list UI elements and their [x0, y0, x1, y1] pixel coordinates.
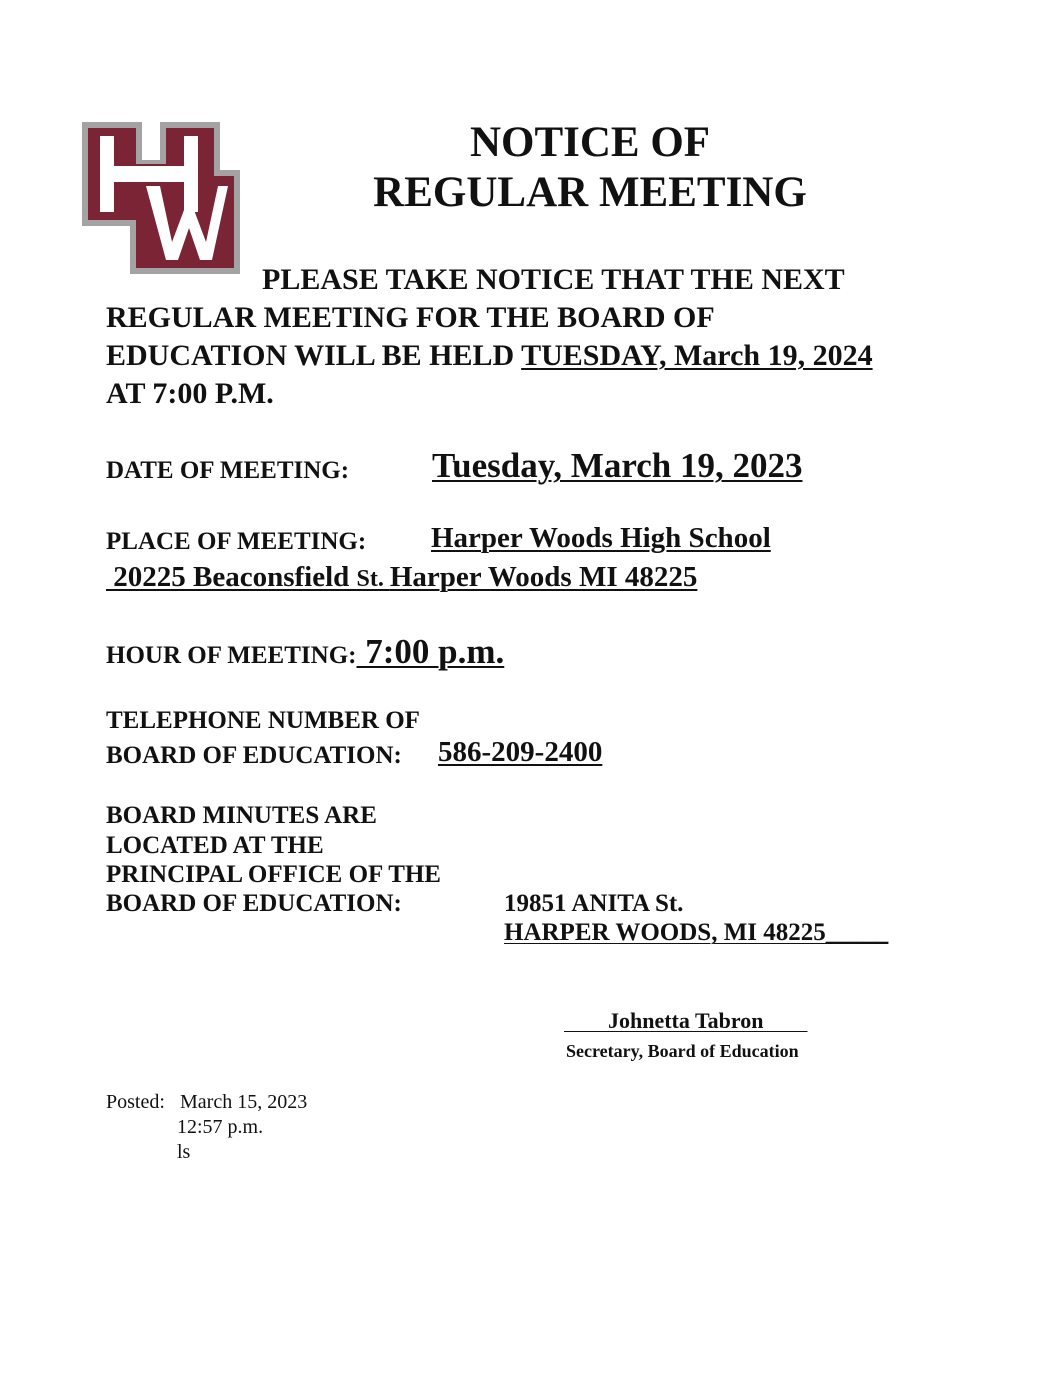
notice-line-3-prefix: EDUCATION WILL BE HELD	[106, 339, 522, 372]
posted-label: Posted:	[106, 1091, 165, 1113]
posted-initials: ls	[177, 1141, 191, 1163]
notice-line-4: AT 7:00 P.M.	[106, 377, 274, 410]
place-label: PLACE OF MEETING:	[106, 528, 367, 555]
phone-label-1: TELEPHONE NUMBER OF	[106, 707, 420, 734]
minutes-line-2: LOCATED AT THE	[106, 832, 324, 859]
notice-date: TUESDAY, March 19, 2024	[521, 339, 873, 372]
notice-line-3	[106, 339, 873, 373]
minutes-address-1: 19851 ANITA St.	[504, 890, 684, 917]
place-address-city: Harper Woods MI 48225	[389, 561, 698, 593]
minutes-line-1: BOARD MINUTES ARE	[106, 802, 377, 829]
place-value: Harper Woods High School	[431, 522, 771, 554]
signature-name: Johnetta Tabron	[564, 1008, 808, 1033]
notice-line-1: PLEASE TAKE NOTICE THAT THE NEXT	[262, 263, 845, 296]
place-address-street: 20225 Beaconsfield	[106, 561, 357, 593]
hw-logo	[80, 120, 242, 276]
posted-time: 12:57 p.m.	[177, 1116, 264, 1138]
date-label: DATE OF MEETING:	[106, 457, 350, 484]
notice-line-2: REGULAR MEETING FOR THE BOARD OF	[106, 301, 715, 334]
title-line-2: REGULAR MEETING	[373, 169, 807, 216]
minutes-address-2: HARPER WOODS, MI 48225_____	[504, 919, 889, 946]
title-line-1: NOTICE OF	[469, 119, 711, 166]
place-address-st: St.	[356, 566, 390, 592]
phone-value: 586-209-2400	[438, 736, 603, 768]
place-address	[106, 561, 697, 594]
minutes-line-4: BOARD OF EDUCATION:	[106, 890, 402, 917]
hour-row	[106, 632, 504, 672]
hour-label: HOUR OF MEETING:	[106, 642, 357, 669]
date-value: Tuesday, March 19, 2023	[432, 446, 803, 485]
signature-title: Secretary, Board of Education	[566, 1041, 799, 1061]
minutes-line-3: PRINCIPAL OFFICE OF THE	[106, 861, 441, 888]
posted-date: March 15, 2023	[180, 1091, 308, 1113]
hour-value: 7:00 p.m.	[356, 632, 505, 671]
phone-label-2: BOARD OF EDUCATION:	[106, 742, 402, 769]
